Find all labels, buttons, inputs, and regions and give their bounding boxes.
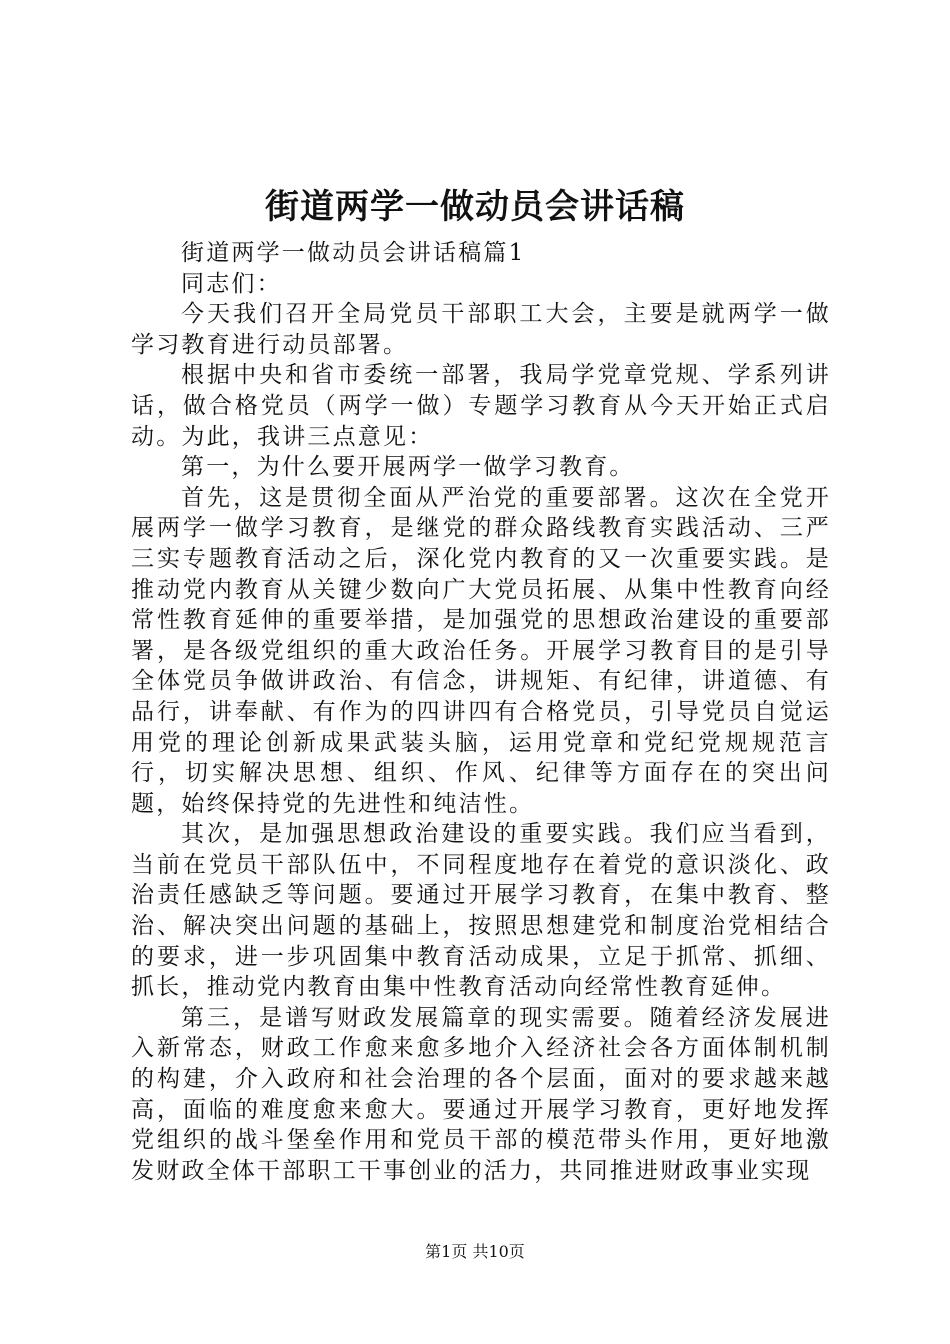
paragraph-7: 其次，是加强思想政治建设的重要实践。我们应当看到，当前在党员干部队伍中，不同程度地存在着党的意识淡化、政治责任感缺乏等问题。要通过开展学习教育，在集中教育、整治、解决突出问题的基础上，按照思想建党和制度治党相结合的要求，进一步巩固集中教育活动成果，立足于抓常、抓细、抓长，推动党内教育由集中性教育活动向经常性教育延伸。 xyxy=(131,821,831,1001)
paragraph-8: 第三，是谱写财政发展篇章的现实需要。随着经济发展进入新常态，财政工作愈来愈多地介入经济社会各方面体制机制的构建，介入政府和社会治理的各个层面，面对的要求越来越高，面临的难度愈来愈大。要通过开展学习教育，更好地发挥党组织的战斗堡垒作用和党员干部的模范带头作用，更好地激发财政全体干部职工干事创业的活力，共同推进财政事业实现 xyxy=(131,1004,831,1184)
paragraph-2: 同志们： xyxy=(181,270,282,297)
paragraph-5: 第一，为什么要开展两学一做学习教育。 xyxy=(181,454,635,481)
paragraph-4: 根据中央和省市委统一部署，我局学党章党规、学系列讲话，做合格党员（两学一做）专题学习教育从今天开始正式启动。为此，我讲三点意见： xyxy=(131,362,831,450)
page-footer: 第1页 共10页 xyxy=(425,1242,525,1261)
paragraph-1: 街道两学一做动员会讲话稿篇1 xyxy=(181,240,526,266)
document-body xyxy=(131,238,831,1186)
paragraph-6: 首先，这是贯彻全面从严治党的重要部署。这次在全党开展两学一做学习教育，是继党的群众路线教育实践活动、三严三实专题教育活动之后，深化党内教育的又一次重要实践。是推动党内教育从关键少数向广大党员拓展、从集中性教育向经常性教育延伸的重要举措，是加强党的思想政治建设的重要部署，是各级党组织的重大政治任务。开展学习教育目的是引导全体党员争做讲政治、有信念，讲规矩、有纪律，讲道德、有品行，讲奉献、有作为的四讲四有合格党员，引导党员自觉运用党的理论创新成果武装头脑，运用党章和党纪党规规范言行，切实解决思想、组织、作风、纪律等方面存在的突出问题，始终保持党的先进性和纯洁性。 xyxy=(131,484,831,817)
document-title: 街道两学一做动员会讲话稿 xyxy=(265,187,685,227)
paragraph-3: 今天我们召开全局党员干部职工大会，主要是就两学一做学习教育进行动员部署。 xyxy=(131,301,831,358)
